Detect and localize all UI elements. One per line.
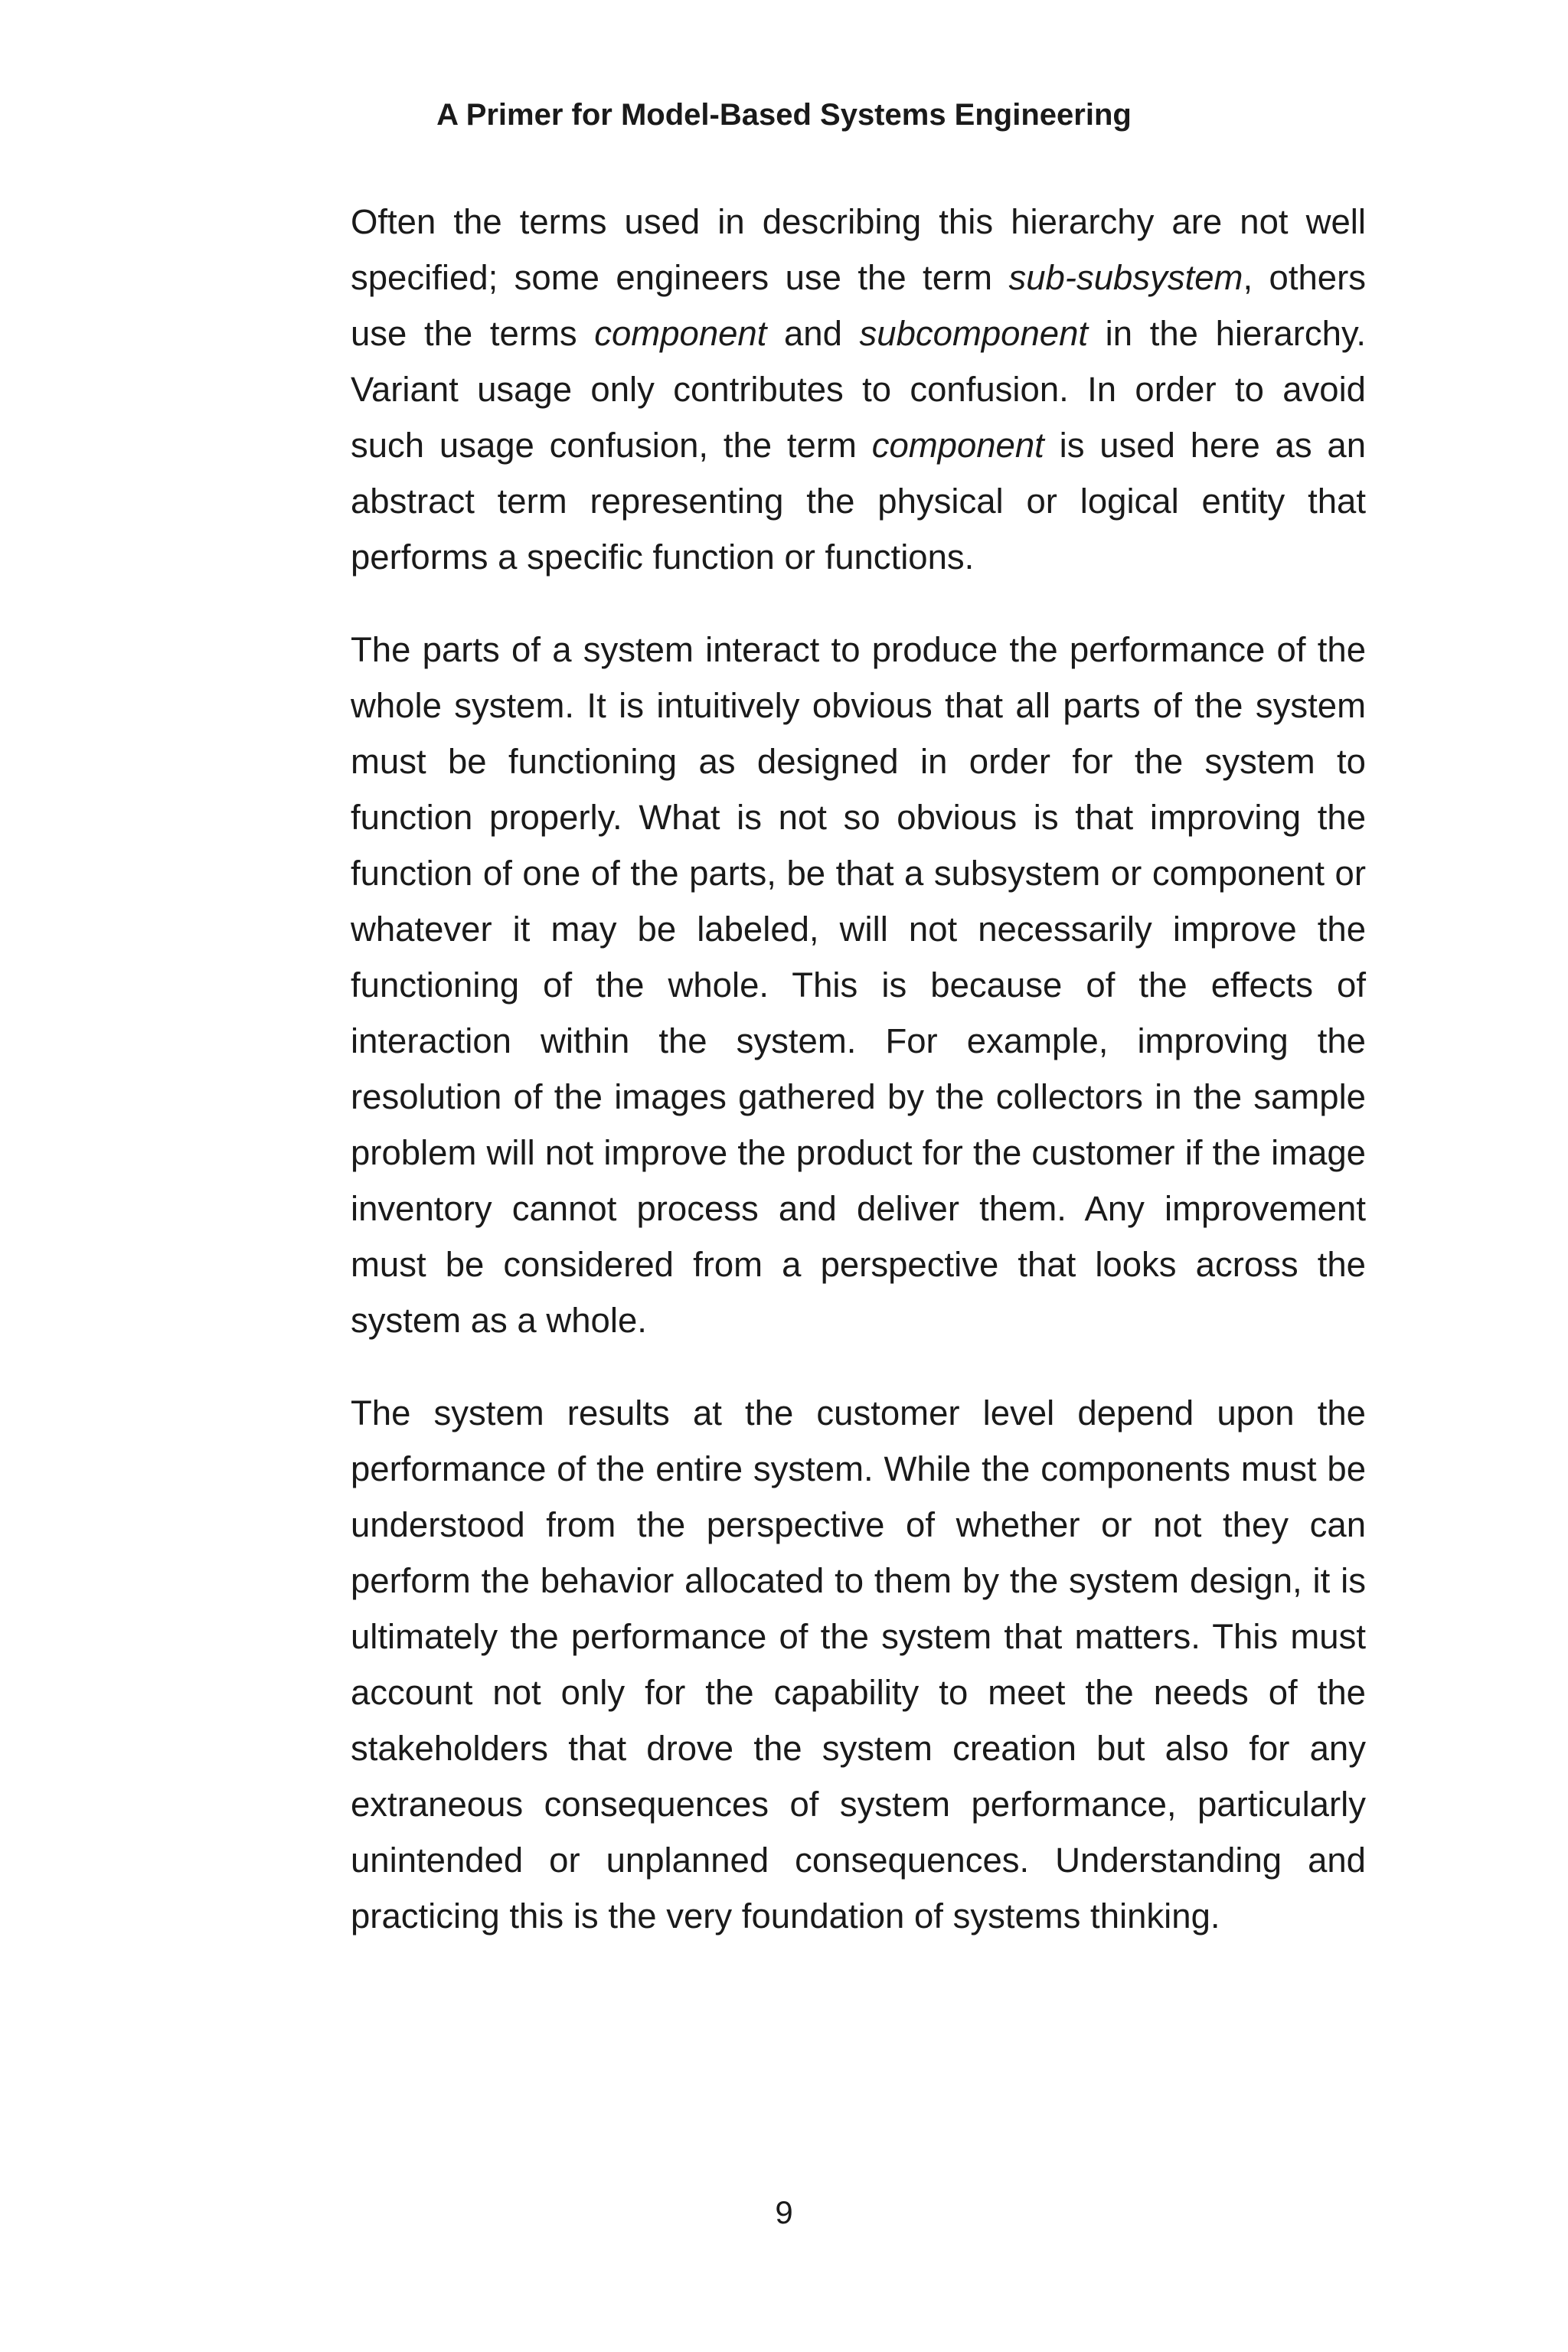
paragraph-1-text-2: , others use the terms [351,258,1366,353]
paragraph-1 [351,194,1366,585]
running-header: A Primer for Model-Based Systems Engineering [436,98,1132,132]
italic-term-component: component [594,314,767,353]
paragraph-1-text-1: Often the terms used in describing this hierarchy are not well specified; some engineers use the term [351,202,1366,297]
paragraph-1-text-5: is used here as an abstract term representing the physical or logical entity that performs a specific function or functions. [351,426,1366,577]
paragraph-1-text-4: in the hierarchy. Variant usage only contributes to confusion. In order to avoid such usage confusion, the term [351,314,1366,465]
page-body [351,194,1366,1944]
paragraph-2: The parts of a system interact to produce the performance of the whole system. It is intuitively obvious that all parts of the system must be functioning as designed in order for the system to function properly. What is not so obvious is that improving the function of one of the parts, be that a subsystem or component or whatever it may be labeled, will not necessarily improve the functioning of the whole. This is because of the effects of interaction within the system. For example, improving the resolution of the images gathered by the collectors in the sample problem will not improve the product for the customer if the image inventory cannot process and deliver them. Any improvement must be considered from a perspective that looks across the system as a whole. [351,630,1366,1340]
italic-term-sub-subsystem: sub-subsystem [1008,258,1243,297]
italic-term-component-2: component [871,426,1044,465]
page-number: 9 [775,2194,793,2230]
paragraph-1-text-3: and [766,314,860,353]
paragraph-3: The system results at the customer level depend upon the performance of the entire system. While the components must be understood from the perspective of whether or not they can perform the behavior allocated to them by the system design, it is ultimately the performance of the system that matters. This must account not only for the capability to meet the needs of the stakeholders that drove the system creation but also for any extraneous consequences of system performance, particularly unintended or unplanned consequences. Understanding and practicing this is the very foundation of systems thinking. [351,1393,1366,1936]
italic-term-subcomponent: subcomponent [859,314,1089,353]
